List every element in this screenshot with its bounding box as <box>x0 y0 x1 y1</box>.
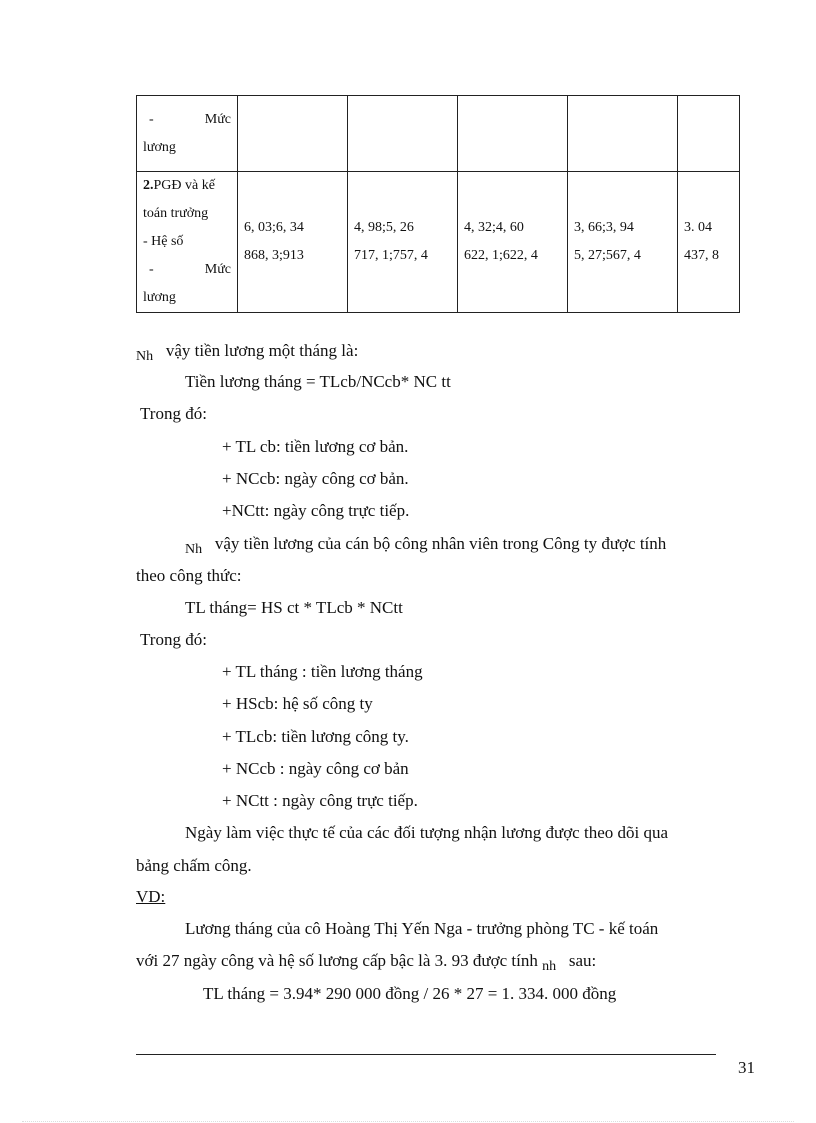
list-item: + TL cb: tiền lương cơ bản. <box>222 437 409 456</box>
paragraph: $_{Nh}$ vậy tiền lương một tháng là: <box>136 341 359 364</box>
list-item: + TL tháng : tiền lương tháng <box>222 662 423 681</box>
table-cell: 4, 98;5, 26 717, 1;757, 4 <box>348 172 458 313</box>
table-cell: 3, 66;3, 94 5, 27;567, 4 <box>568 172 678 313</box>
list-item: + NCtt : ngày công trực tiếp. <box>222 791 418 810</box>
table-cell <box>348 96 458 172</box>
list-item: +NCtt: ngày công trực tiếp. <box>222 501 410 520</box>
formula-line: Tiền lương tháng = TLcb/NCcb* NC tt <box>185 372 451 391</box>
table-row <box>137 172 740 313</box>
table-cell-label: - Mức lương <box>137 96 238 172</box>
example-heading: VD: <box>136 887 166 906</box>
table-cell: 4, 32;4, 60 622, 1;622, 4 <box>458 172 568 313</box>
paragraph-continuation: theo công thức: <box>136 566 242 585</box>
table-cell <box>678 96 740 172</box>
page-number: 31 <box>738 1058 755 1077</box>
table-cell <box>238 96 348 172</box>
list-item: + HScb: hệ số công ty <box>222 694 373 713</box>
table-cell: 3. 04 437, 8 <box>678 172 740 313</box>
list-item: + NCcb: ngày công cơ bản. <box>222 469 409 488</box>
where-label: Trong đó: <box>140 404 207 423</box>
formula-line: TL tháng= HS ct * TLcb * NCtt <box>185 598 403 617</box>
paragraph: Lương tháng của cô Hoàng Thị Yến Nga - trưởng phòng TC - kế toán <box>185 919 659 938</box>
paragraph: Ngày làm việc thực tế của các đối tượng nhận lương được theo dõi qua <box>185 823 669 842</box>
paragraph-continuation: với 27 ngày công và hệ số lương cấp bậc là 3. 93 được tính $_{nh}$ sau: <box>136 951 597 974</box>
formula-line: TL tháng = 3.94* 290 000 đồng / 26 * 27 = 1. 334. 000 đồng <box>203 984 617 1003</box>
list-item: + NCcb : ngày công cơ bản <box>222 759 409 778</box>
footer-divider <box>136 1054 716 1055</box>
table-cell <box>458 96 568 172</box>
list-item: + TLcb: tiền lương công ty. <box>222 727 409 746</box>
table-cell <box>568 96 678 172</box>
salary-table <box>136 95 740 313</box>
where-label: Trong đó: <box>140 630 207 649</box>
paragraph: $_{Nh}$ vậy tiền lương của cán bộ công nhân viên trong Công ty được tính <box>185 534 667 557</box>
table-cell-label: 2.PGĐ và kế toán trưởng - Hệ số - Mức lương <box>137 172 238 313</box>
page-edge-divider <box>22 1121 794 1122</box>
table-cell: 6, 03;6, 34 868, 3;913 <box>238 172 348 313</box>
paragraph-continuation: bảng chấm công. <box>136 856 252 875</box>
table-row <box>137 96 740 172</box>
